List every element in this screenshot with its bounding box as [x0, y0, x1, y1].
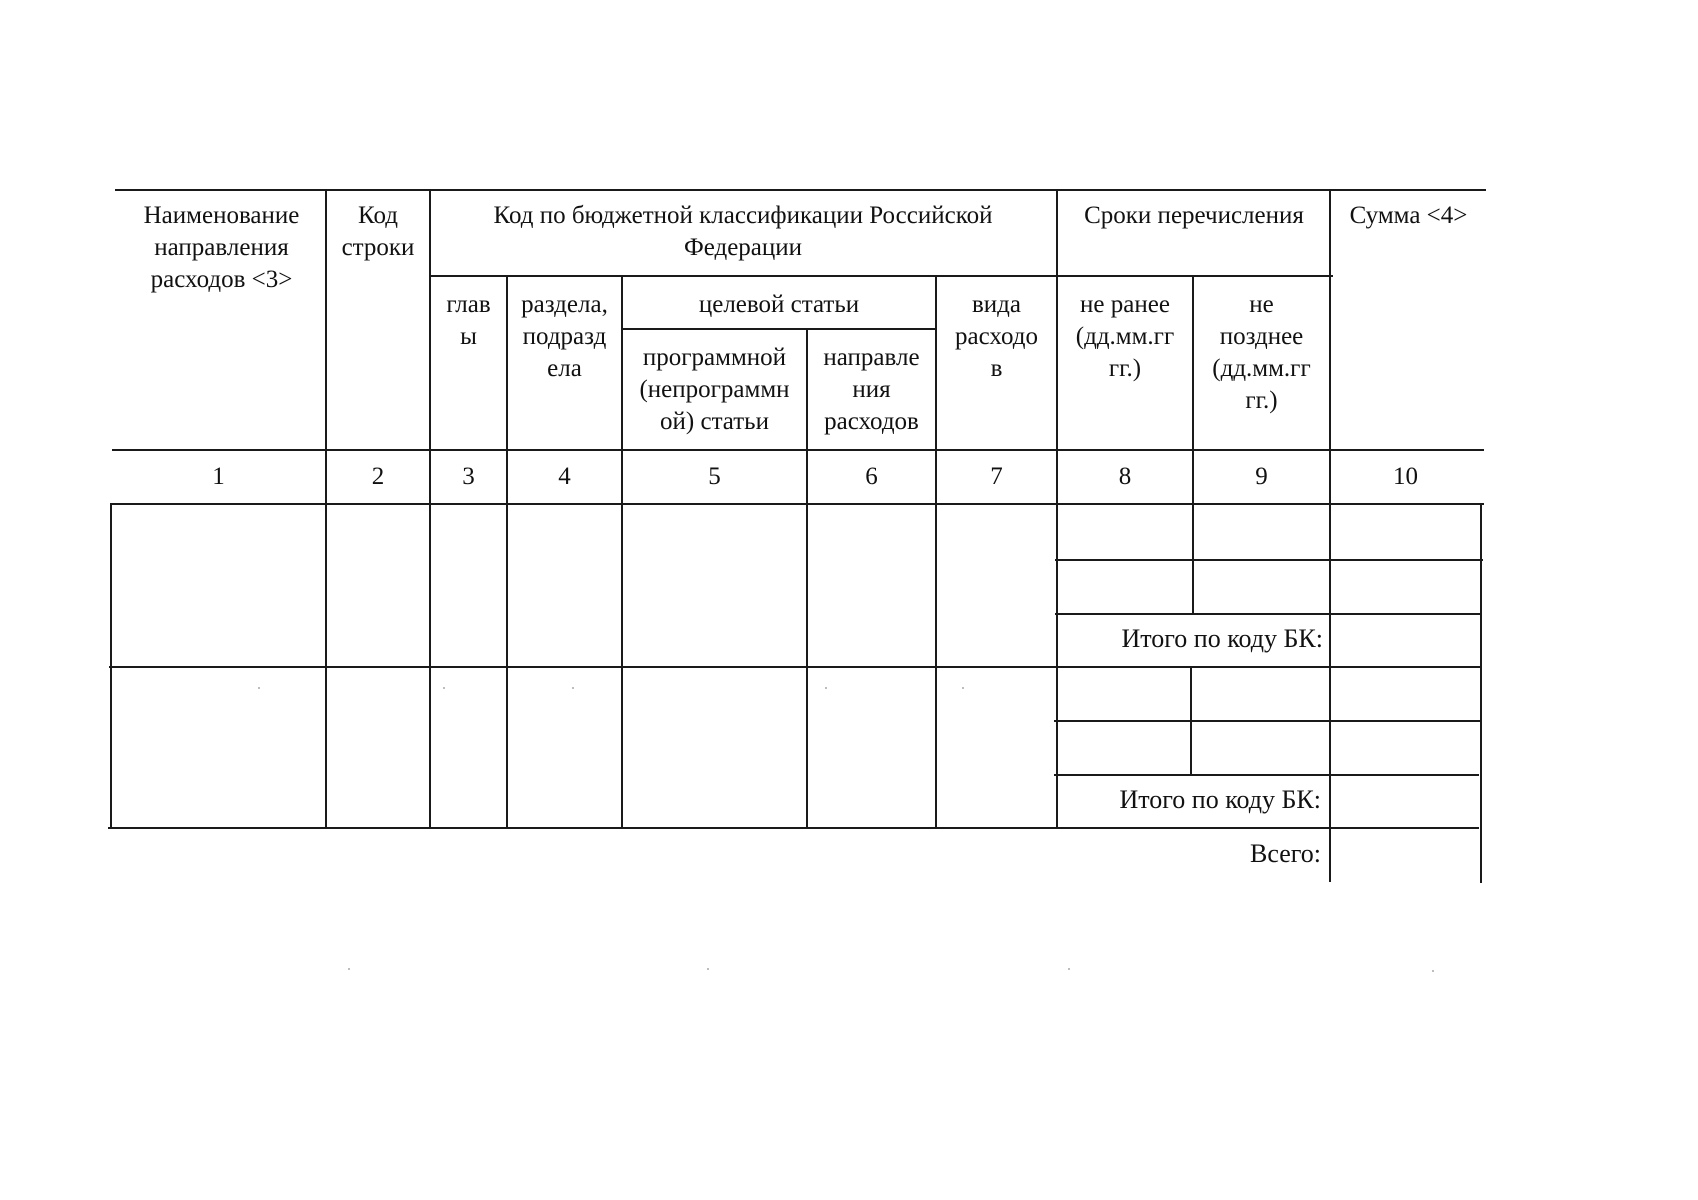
header-not-later: не позднее (дд.мм.гг гг.) — [1212, 291, 1311, 414]
column-number-8: 8 — [1118, 463, 1132, 490]
column-number-9: 9 — [1255, 463, 1268, 490]
block1-subtotal-cell[interactable] — [1331, 615, 1480, 666]
header-bottom-border — [112, 449, 1484, 451]
block2-sum-cell-2[interactable] — [1331, 722, 1480, 774]
block2-expense-name-cell[interactable] — [112, 668, 325, 827]
block2-line-code-cell[interactable] — [327, 668, 429, 827]
header-col2-line-code: Код строки — [341, 202, 415, 261]
scan-speck — [348, 968, 350, 970]
scan-speck — [572, 687, 574, 689]
target-article-split-line — [623, 328, 937, 330]
block2-chapter-cell[interactable] — [431, 668, 506, 827]
block2-program-article-cell[interactable] — [623, 668, 806, 827]
subtotal-label-block1: Итого по коду БК: — [1121, 624, 1323, 653]
block1-not-earlier-cell-1[interactable] — [1058, 505, 1192, 559]
block1-expense-direction-cell[interactable] — [808, 505, 935, 666]
column-number-10: 10 — [1393, 463, 1418, 490]
block2-sum-cell-1[interactable] — [1331, 668, 1480, 720]
column-number-3: 3 — [462, 463, 475, 490]
block2-not-later-cell-1[interactable] — [1192, 668, 1329, 720]
column-number-7: 7 — [990, 463, 1003, 490]
scan-speck — [1068, 968, 1070, 970]
scan-speck — [825, 687, 827, 689]
column-number-2: 2 — [371, 463, 385, 490]
header-bk-group: Код по бюджетной классификации Российской Федерации — [493, 202, 993, 261]
header-not-earlier: не ранее (дд.мм.гг гг.) — [1075, 291, 1175, 382]
header-target-article: целевой статьи — [698, 291, 860, 318]
block1-expense-type-cell[interactable] — [937, 505, 1056, 666]
block1-line-code-cell[interactable] — [327, 505, 429, 666]
header-chapter: глав ы — [446, 291, 491, 350]
block1-not-later-cell-2[interactable] — [1194, 561, 1329, 613]
block2-not-later-cell-2[interactable] — [1192, 722, 1329, 774]
header-sum: Сумма <4> — [1349, 202, 1468, 229]
header-col1-name: Наименование направления расходов <3> — [143, 202, 300, 293]
scan-speck — [443, 687, 445, 689]
header-program-article: программной (непрограммн ой) статьи — [639, 344, 790, 435]
grand-total-label: Всего: — [1250, 839, 1321, 868]
block2-not-earlier-cell-2[interactable] — [1058, 722, 1190, 774]
block1-program-article-cell[interactable] — [623, 505, 806, 666]
scan-speck — [1432, 970, 1434, 972]
header-terms-group: Сроки перечисления — [1084, 202, 1304, 229]
block1-not-earlier-cell-2[interactable] — [1058, 561, 1192, 613]
column-number-1: 1 — [212, 463, 225, 490]
subtotal-label-block2: Итого по коду БК: — [1119, 785, 1321, 814]
block2-section-cell[interactable] — [508, 668, 621, 827]
block2-subtotal-cell[interactable] — [1331, 776, 1480, 827]
block1-expense-name-cell[interactable] — [112, 505, 325, 666]
scan-speck — [258, 687, 260, 689]
block1-chapter-cell[interactable] — [431, 505, 506, 666]
grand-total-cell[interactable] — [1331, 829, 1480, 882]
block1-not-later-cell-1[interactable] — [1194, 505, 1329, 559]
block2-bottom — [108, 827, 1479, 829]
column-number-6: 6 — [865, 463, 878, 490]
header-split-line — [430, 275, 1333, 277]
column-number-4: 4 — [558, 463, 571, 490]
table-right-border — [1480, 503, 1482, 883]
block1-sum-cell-1[interactable] — [1331, 505, 1480, 559]
block2-expense-type-cell[interactable] — [937, 668, 1056, 827]
column-number-5: 5 — [708, 463, 721, 490]
header-section: раздела, подразд ела — [521, 291, 608, 382]
scan-speck — [707, 968, 709, 970]
block1-sum-cell-2[interactable] — [1331, 561, 1480, 613]
scan-speck — [962, 687, 964, 689]
header-expense-type: вида расходо в — [955, 291, 1038, 382]
block2-expense-direction-cell[interactable] — [808, 668, 935, 827]
block2-not-earlier-cell-1[interactable] — [1058, 668, 1190, 720]
block1-section-cell[interactable] — [508, 505, 621, 666]
header-expense-direction: направле ния расходов — [823, 344, 920, 435]
table-top-border — [115, 189, 1486, 191]
